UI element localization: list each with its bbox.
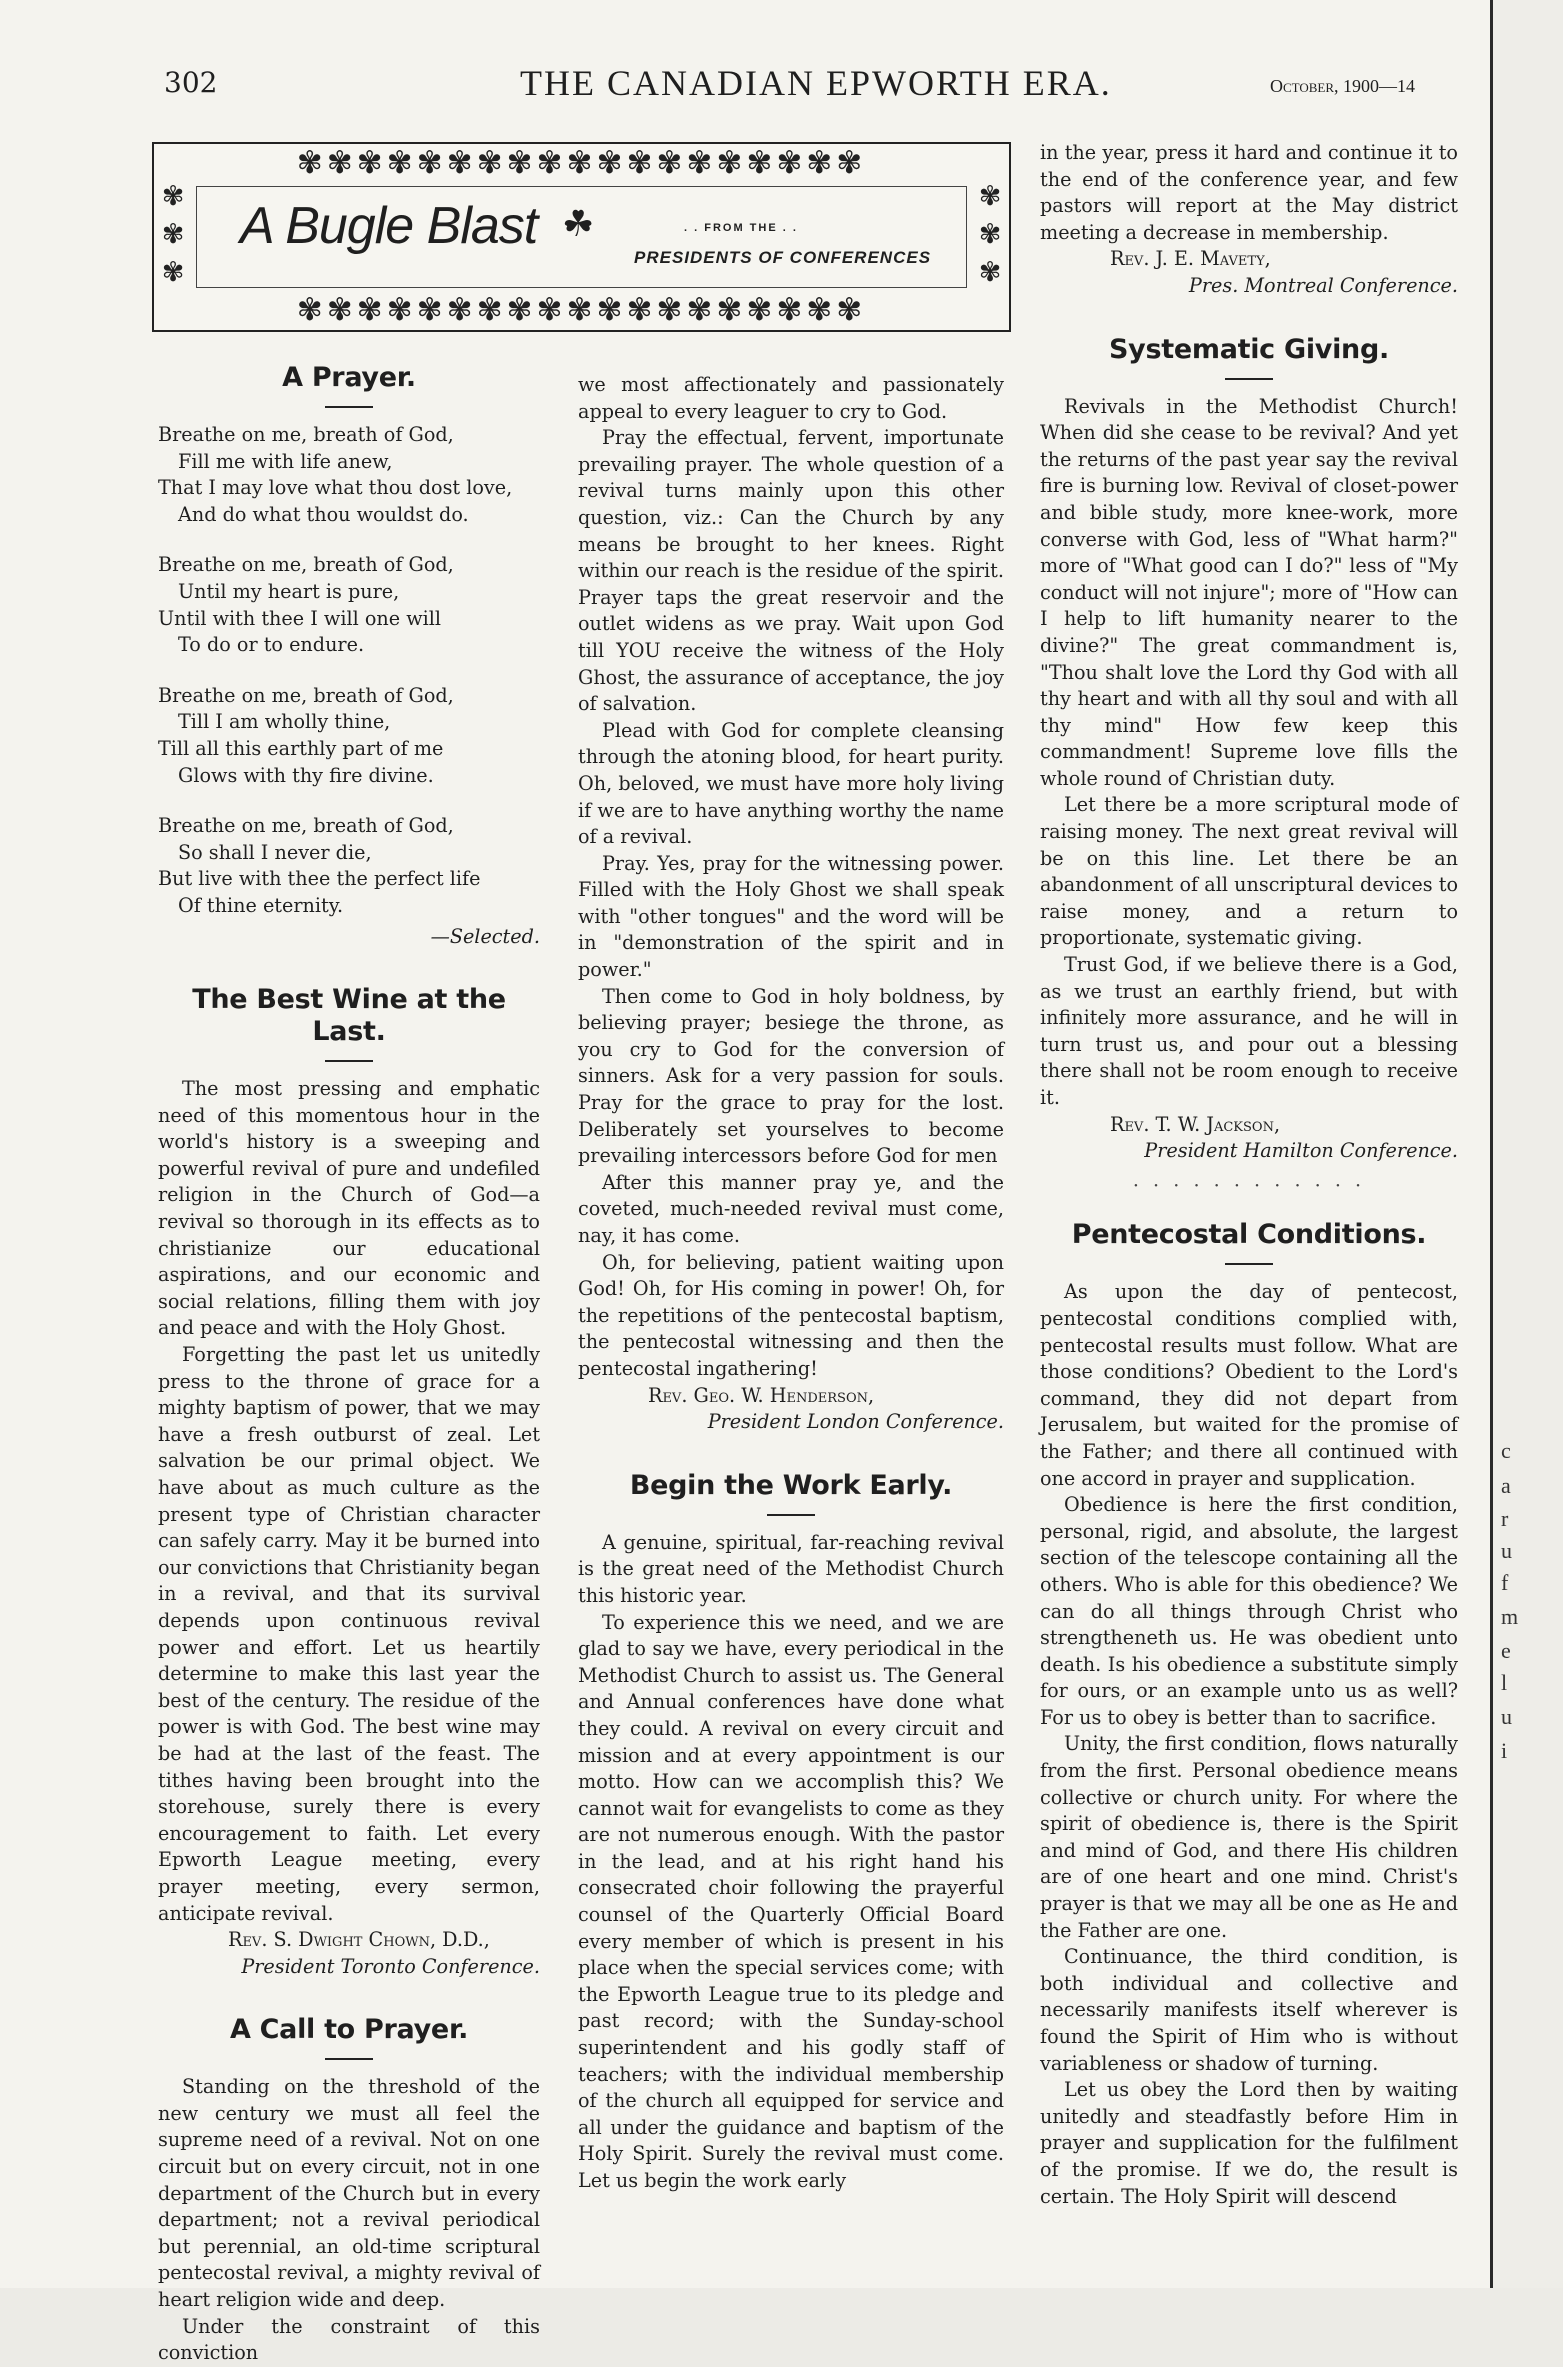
article-paragraph: Pray. Yes, pray for the witnessing power. Filled with the Holy Ghost we shall speak with "other tongues" and the word will be in "demonstration of the spirit and in power." [578,851,1004,982]
signature-name: Rev. S. Dwight Chown, D.D., [228,1928,490,1952]
heading-rule [325,406,373,408]
article-paragraph: Plead with God for complete cleansing through the atoning blood, for heart purity. Oh, beloved, we must have more holy living if we are to have anything worthy the name of a revival. [578,718,1004,849]
signature-name: Rev. T. W. Jackson, [1110,1112,1281,1136]
heading-rule [325,2058,373,2060]
systematic-giving-title: Systematic Giving. [1109,333,1389,365]
article-paragraph: we most affectionately and passionately appeal to every leaguer to cry to God. [578,373,1004,423]
publication-title: THE CANADIAN EPWORTH ERA. [520,63,1112,103]
edge-fragment: u [1501,1704,1512,1729]
column-1 [158,362,540,2367]
column-3 [1040,140,1458,2210]
heading-rule [325,1060,373,1062]
signature-office: President Hamilton Conference. [1144,1139,1458,1163]
ornament-row-top: ✾✾✾✾✾✾✾✾✾✾✾✾✾✾✾✾✾✾✾ [296,145,867,181]
ornament-row-bottom: ✾✾✾✾✾✾✾✾✾✾✾✾✾✾✾✾✾✾✾ [296,292,867,328]
poem-line: Until with thee I will one will [158,606,442,630]
signature [1040,246,1458,299]
article-paragraph: Pray the effectual, fervent, importunate prevailing prayer. The whole question of a revival turns mainly upon this other question, viz.: Can the Church by any means be brought to her knees. Right within our reach is the residue of the spirit. Prayer taps the great reservoir and the outlet widens as we pray. Wait upon God till YOU receive the witness of the Holy Ghost, the assurance of acceptance, the joy of salvation. [578,426,1004,716]
article-paragraph: Under the constraint of this conviction [158,2314,540,2365]
signature-office: Pres. Montreal Conference. [1188,273,1458,297]
article-paragraph: A genuine, spiritual, far-reaching revival is the great need of the Methodist Church this historic year. [578,1530,1004,1607]
signature-name: Rev. Geo. W. Henderson, [648,1383,875,1407]
poem-credit: —Selected. [430,924,540,948]
article-paragraph: Revivals in the Methodist Church! When did she cease to be revival? And yet the returns of the past year say the revival fire is burning low. Revival of closet-power and bible study, more knee-work, more converse with God, less of "What harm?" more of "What good can I do?" less of "My conduct will not injure"; more of "How can I help to lift humanity nearer to the divine?" The great commandment is, "Thou shalt love the Lord thy God with all thy heart and with all thy soul and with all thy mind" How few keep this commandment! Supreme love fills the whole round of Christian duty. [1040,394,1458,790]
poem-stanza [158,422,540,528]
article-paragraph: in the year, press it hard and continue it to the end of the conference year, and few pastors will report at the May district meeting a decrease in membership. [1040,141,1458,244]
heading-rule [767,1514,815,1516]
poem-line: But live with thee the perfect life [158,867,481,891]
poem-line: That I may love what thou dost love, [158,476,513,500]
heading-rule [1225,378,1273,380]
signature [1040,1112,1458,1165]
edge-fragment: m [1501,1604,1519,1629]
article-paragraph: Forgetting the past let us unitedly press to the throne of grace for a mighty baptism of power, that we may have a fresh outburst of zeal. Let salvation be our primal object. We have about as much culture as the present type of Christian character can safely carry. May it be burned into our convictions that Christianity began in a revival, and that its survival depends upon continuous revival power and effort. Let us heartily determine to make this last year the best of the century. The residue of the power is with God. The best wine may be had at the last of the feast. The tithes having been brought into the storehouse, surely there is every encouragement to faith. Let every Epworth League meeting, every prayer meeting, every sermon, anticipate revival. [158,1343,540,1925]
ornament-column-left: ✾ ✾ ✾ [161,181,185,288]
signature [578,1383,1004,1436]
section-separator: · · · · · · · · · · · · [1132,1173,1366,1197]
poem-line: And do what thou wouldst do. [178,502,469,526]
article-paragraph: Trust God, if we believe there is a God, as we trust an earthly friend, but with infinitely more assurance, and he will in turn trust us, and pour out a blessing there shall not be room enough to receive it. [1040,953,1458,1109]
poem-line: Till I am wholly thine, [178,710,391,734]
article-paragraph: Obedience is here the first condition, personal, rigid, and absolute, the largest section of the telescope containing all the others. Who is able for this obedience? We can do all things through Christ who strengtheneth us. He was obedient unto death. Is his obedience a substitute simply for ours, or an example unto us as well? For us to obey is better than to sacrifice. [1040,1493,1458,1729]
article-paragraph: Oh, for believing, patient waiting upon God! Oh, for His coming in power! Oh, for the repetitions of the pentecostal baptism, the pentecostal witnessing and then the pentecostal ingathering! [578,1250,1004,1380]
poem-stanza [158,552,540,658]
article-paragraph: Then come to God in holy boldness, by believing prayer; besiege the throne, as you cry to God for the conversion of sinners. Ask for a very passion for souls. Pray for the grace to pray for the lost. Deliberately set yourselves to become prevailing intercessors before God for men [578,984,1004,1168]
article-paragraph: Continuance, the third condition, is both individual and collective and necessarily manifests itself wherever is found the Spirit of Him who is without variableness or shadow of turning. [1040,1945,1458,2075]
poem-line: Breathe on me, breath of God, [158,814,454,838]
signature-office: President London Conference. [707,1410,1004,1434]
edge-fragment: u [1501,1538,1512,1563]
prayer-title: A Prayer. [282,362,416,393]
article-paragraph: Let there be a more scriptural mode of raising money. The next great revival will be on this line. Let there be an abandonment of all unscriptural devices to raise money, and a return to proportionate, systematic giving. [1040,793,1458,950]
poem-line: Until my heart is pure, [178,579,400,603]
banner-from-the: . . FROM THE . . [684,222,798,234]
edge-fragment: e [1501,1638,1511,1663]
poem-stanza [158,683,540,789]
poem-line: Breathe on me, breath of God, [158,553,454,577]
edge-fragment: c [1501,1438,1511,1463]
pentecostal-title: Pentecostal Conditions. [1071,1219,1427,1251]
call-to-prayer-title: A Call to Prayer. [229,2014,469,2046]
poem-line: Breathe on me, breath of God, [158,683,454,707]
bugle-blast-banner [152,142,1011,332]
column-2 [578,372,1004,2195]
begin-work-title: Begin the Work Early. [629,1469,953,1501]
poem-line: Breathe on me, breath of God, [158,423,454,446]
poem-line: Fill me with life anew, [178,449,393,473]
issue-date: October, 1900—14 [1270,76,1416,96]
signature-name: Rev. J. E. Mavety, [1110,247,1271,271]
article-paragraph: Let us obey the Lord then by waiting unitedly and steadfastly before Him in prayer and supplication for the fulfilment of the promise. If we do, the result is certain. The Holy Spirit will descend [1040,2078,1458,2208]
heading-rule [1225,1263,1273,1265]
poem-line: Glows with thy fire divine. [178,763,434,787]
poem-line: To do or to endure. [178,633,365,657]
banner-title: A Bugle Blast [240,197,538,255]
edge-fragment: a [1501,1473,1511,1498]
page-number: 302 [164,66,218,99]
prayer-poem [158,422,540,950]
edge-fragment: l [1501,1670,1508,1695]
adjacent-page-edge [1490,0,1563,2288]
article-paragraph: Standing on the threshold of the new century we must all feel the supreme need of a revival. Not on one circuit but on every circuit, not in one department of the Church but in every department; not a revival periodical but perennial, an old-time scriptural pentecostal revival, a mighty revival of heart religion wide and deep. [158,2075,540,2312]
article-paragraph: After this manner pray ye, and the coveted, much-needed revival must come, nay, it has come. [578,1170,1004,1247]
clover-ornament-icon: ☘ [562,204,595,245]
article-paragraph: Unity, the first condition, flows naturally from the first. Personal obedience means collective or church unity. For where the spirit of obedience is, there is the Spirit and mind of God, and there His children are of one heart and one mind. Christ's prayer is that we may all be one as He and the Father are one. [1040,1732,1458,1942]
best-wine-title: The Best Wine at the Last. [192,984,506,1048]
signature-office: President Toronto Conference. [241,1954,540,1978]
page-header [0,60,1490,120]
article-paragraph: To experience this we need, and we are glad to say we have, every periodical in the Methodist Church to assist us. The General and Annual conferences have done what they could. A revival on every circuit and mission and at every appointment is our motto. How can we accomplish this? We cannot wait for evangelists to come as they are not numerous enough. With the pastor in the lead, and at his right hand his consecrated choir following the prayerful counsel of the Quarterly Official Board every member of which is present in his place when the special services come; with the Epworth League true to its pledge and past record; with the Sunday-school superintendent and his godly staff of teachers; with the individual membership of the church all equipped for service and all under the guidance and baptism of the Holy Spirit. Surely the revival must come. Let us begin the work early [578,1610,1004,2192]
poem-stanza [158,813,540,919]
article-paragraph: The most pressing and emphatic need of this momentous hour in the world's history is a sweeping and powerful revival of pure and undefiled religion in the Church of God—a revival so thorough in its effects as to christianize our educational aspirations, and our economic and social relations, filling them with joy and peace and with the Holy Ghost. [158,1077,540,1340]
poem-line: Of thine eternity. [178,893,344,917]
signature [158,1927,540,1980]
edge-fragment: r [1501,1506,1509,1531]
poem-line: So shall I never die, [178,840,372,864]
article-paragraph: As upon the day of pentecost, pentecostal conditions complied with, pentecostal results must follow. What are those conditions? Obedient to the Lord's command, they did not depart from Jerusalem, but waited for the promise of the Father; and there all continued with one accord in prayer and supplication. [1040,1280,1458,1490]
poem-line: Till all this earthly part of me [158,736,444,760]
edge-fragment: f [1501,1570,1509,1595]
banner-subtitle: PRESIDENTS OF CONFERENCES [634,248,932,267]
edge-fragment: i [1501,1738,1508,1763]
ornament-column-right: ✾ ✾ ✾ [978,181,1002,288]
